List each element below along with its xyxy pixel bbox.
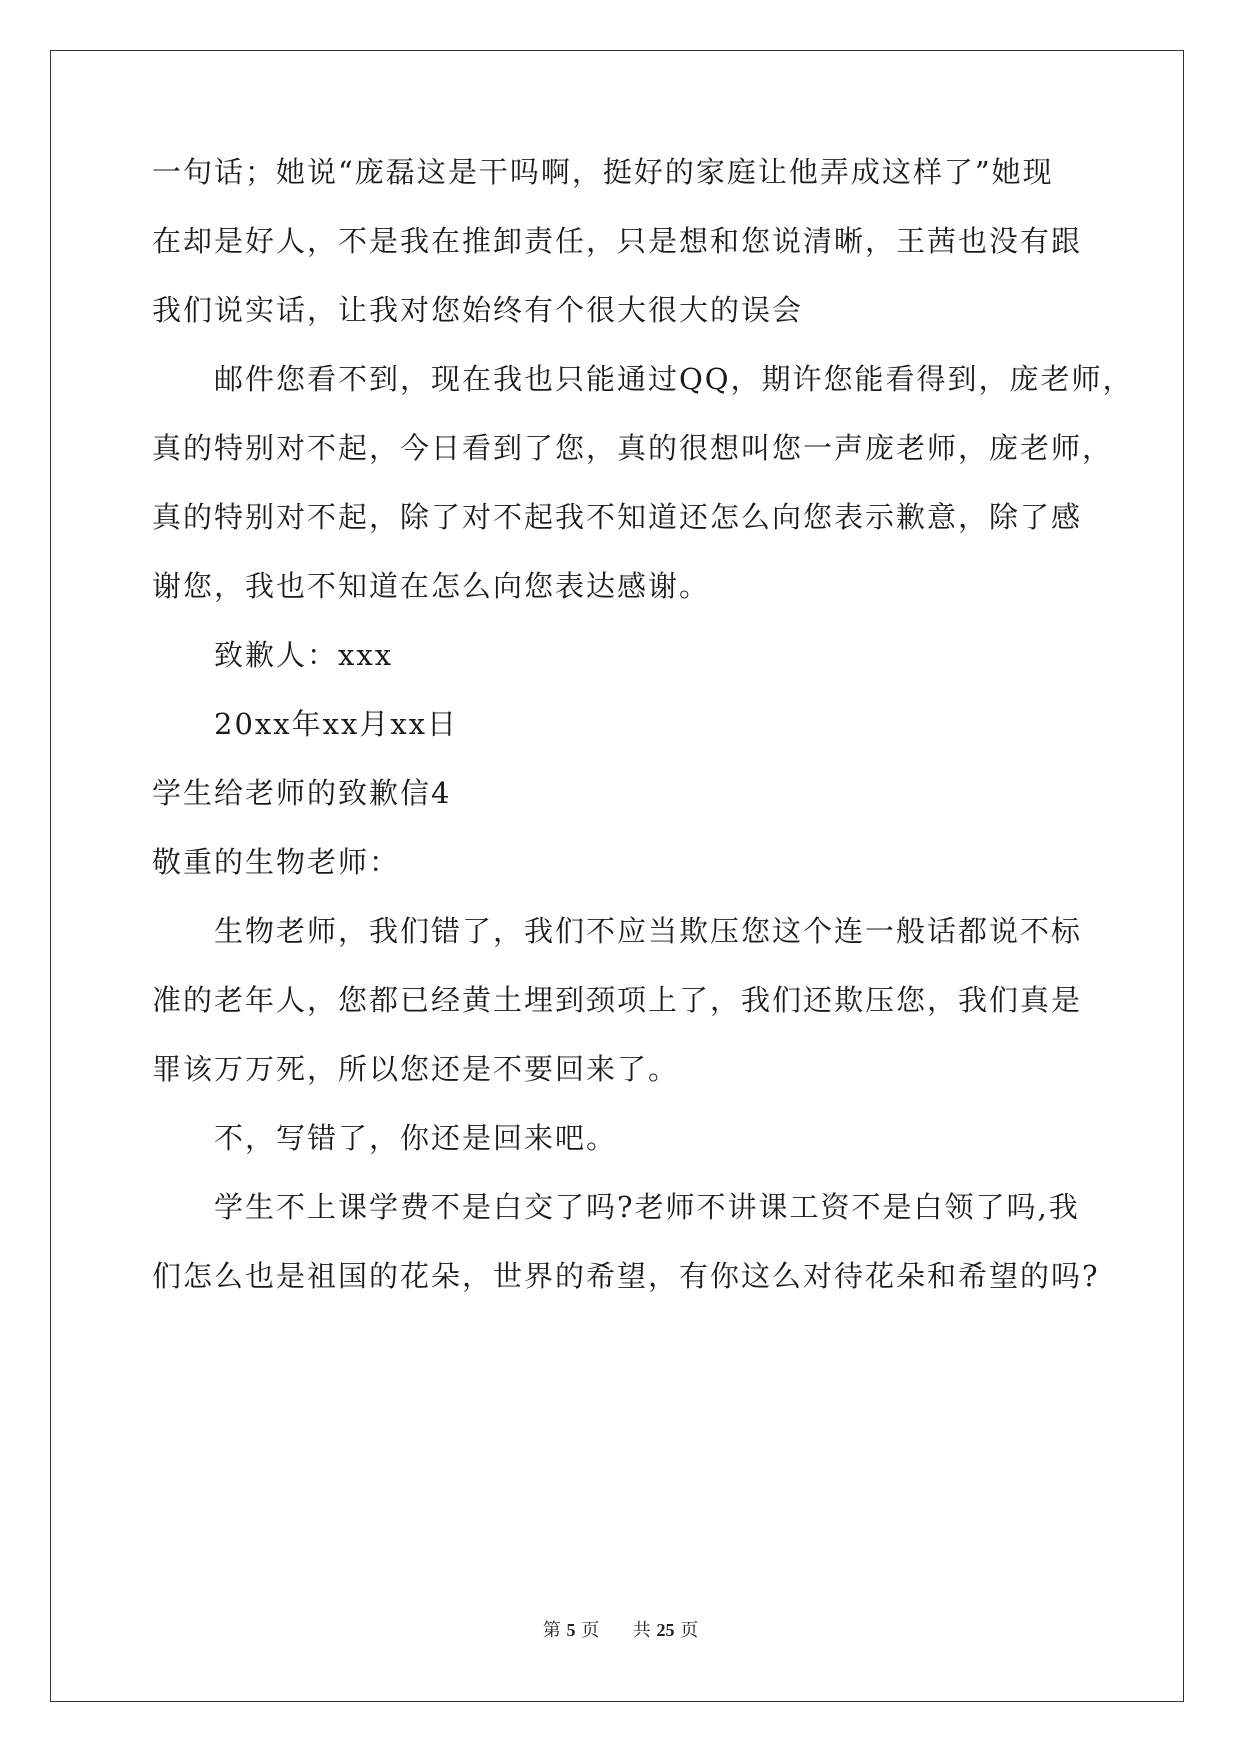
- total-pages-number: 25: [656, 1620, 675, 1640]
- total-prefix: 共: [632, 1620, 651, 1641]
- paragraph-first-line: 邮件您看不到，现在我也只能通过QQ，期许您能看得到，庞老师，: [214, 362, 1134, 396]
- signature-line: 致歉人：xxx: [214, 638, 394, 672]
- salutation: 敬重的生物老师：: [152, 845, 401, 879]
- current-page-number: 5: [566, 1620, 576, 1640]
- page-unit: 页: [581, 1620, 600, 1641]
- text-line: 谢您，我也不知道在怎么向您表达感谢。: [152, 569, 711, 603]
- text-line: 在却是好人，不是我在推卸责任，只是想和您说清晰，王茜也没有跟: [152, 224, 1083, 258]
- paragraph-first-line: 生物老师，我们错了，我们不应当欺压您这个连一般话都说不标: [214, 914, 1083, 948]
- date-line: 20xx年xx月xx日: [214, 707, 459, 741]
- text-line: 真的特别对不起，除了对不起我不知道还怎么向您表示歉意，除了感: [152, 500, 1083, 534]
- page-footer: [0, 1618, 1241, 1643]
- text-line: 罪该万万死，所以您还是不要回来了。: [152, 1052, 680, 1086]
- text-line: 一句话；她说“庞磊这是干吗啊，挺好的家庭让他弄成这样了”她现: [152, 155, 1054, 189]
- paragraph-first-line: 不，写错了，你还是回来吧。: [214, 1121, 618, 1155]
- total-unit: 页: [680, 1620, 699, 1641]
- text-line: 真的特别对不起，今日看到了您，真的很想叫您一声庞老师，庞老师，: [152, 431, 1114, 465]
- text-line: 我们说实话，让我对您始终有个很大很大的误会: [152, 293, 804, 327]
- text-line: 准的老年人，您都已经黄土埋到颈项上了，我们还欺压您，我们真是: [152, 983, 1083, 1017]
- page-prefix: 第: [542, 1620, 561, 1641]
- section-title: 学生给老师的致歉信4: [152, 776, 452, 810]
- paragraph-first-line: 学生不上课学费不是白交了吗?老师不讲课工资不是白领了吗,我: [214, 1190, 1080, 1224]
- text-line: 们怎么也是祖国的花朵，世界的希望，有你这么对待花朵和希望的吗?: [152, 1259, 1100, 1293]
